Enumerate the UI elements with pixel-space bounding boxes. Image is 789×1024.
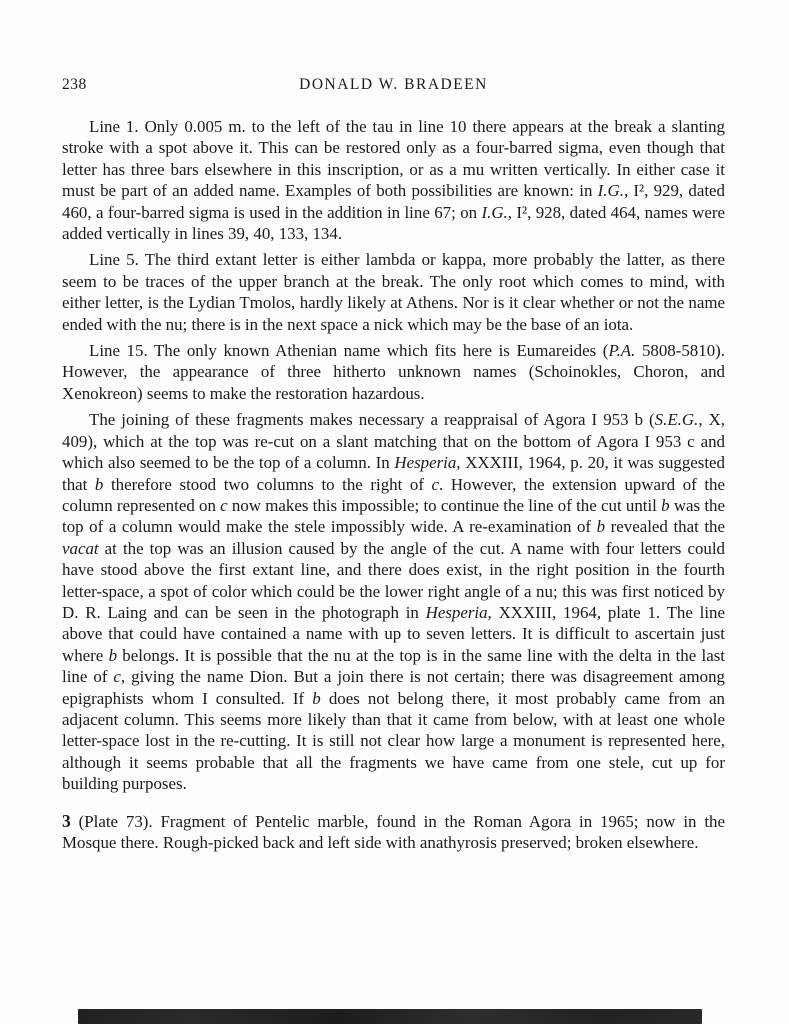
paragraph-note-line-1: Line 1. Only 0.005 m. to the left of the tau in line 10 there appears at the break a slanting stroke with a spot above it. This can be restored only as a four-barred sigma, even though that letter has three bars elsewhere in this inscription, or as a mu written vertically. In either case it must be part of an added name. Examples of both possibilities are known: in I.G., I², 929, dated 460, a four-barred sigma is used in the addition in line 67; on I.G., I², 928, dated 464, names were added vertically in lines 39, 40, 133, 134.: [62, 117, 725, 244]
paragraph-note-line-5: Line 5. The third extant letter is either lambda or kappa, more probably the latter, as there seem to be traces of the upper branch at the break. The only root which comes to mind, with either letter, is the Lydian Tmolos, hardly likely at Athens. Nor is it clear whether or not the name ended with the nu; there is in the next space a nick which may be the base of an iota.: [62, 250, 725, 334]
entry-text: (Plate 73). Fragment of Pentelic marble, found in the Roman Agora in 1965; now in the Mosque there. Rough-picked back and left side with anathyrosis preserved; broken elsewhere.: [62, 811, 725, 852]
paragraph-note-line-15: Line 15. The only known Athenian name which fits here is Eumareides (P.A. 5808-5810). However, the appearance of three hitherto unknown names (Schoinokles, Choron, and Xenokreon) seems to make the restoration hazardous.: [62, 341, 725, 403]
photo-plate-edge: [78, 1009, 702, 1024]
entry-number: 3: [62, 810, 71, 831]
catalogue-entry-3: [62, 811, 725, 854]
page-header: [62, 76, 725, 98]
running-head-author: DONALD W. BRADEEN: [299, 76, 488, 93]
page-body: [62, 116, 725, 853]
page-number: 238: [62, 76, 87, 93]
paragraph-discussion-joining: The joining of these fragments makes necessary a reappraisal of Agora I 953 b (S.E.G., X, 409), which at the top was re-cut on a slant matching that on the bottom of Agora I 953 c and which also seemed to be the top of a column. In Hesperia, XXXIII, 1964, p. 20, it was suggested that b therefore stood two columns to the right of c. However, the extension upward of the column represented on c now makes this impossible; to continue the line of the cut until b was the top of a column would make the stele impossibly wide. A re-examination of b revealed that the vacat at the top was an illusion caused by the angle of the cut. A name with four letters could have stood above the first extant line, and there does exist, in the right position in the fourth letter-space, a spot of color which could be the lower right angle of a nu; this was first noticed by D. R. Laing and can be seen in the photograph in Hesperia, XXXIII, 1964, plate 1. The line above that could have contained a name with up to seven letters. It is difficult to ascertain just where b belongs. It is possible that the nu at the top is in the same line with the delta in the last line of c, giving the name Dion. But a join there is not certain; there was disagreement among epigraphists whom I consulted. If b does not belong there, it most probably came from an adjacent column. This seems more likely than that it came from below, with at least one whole letter-space lost in the re-cutting. It is still not clear how large a monument is represented here, although it seems probable that all the fragments we have came from one stele, cut up for building purposes.: [62, 410, 726, 794]
